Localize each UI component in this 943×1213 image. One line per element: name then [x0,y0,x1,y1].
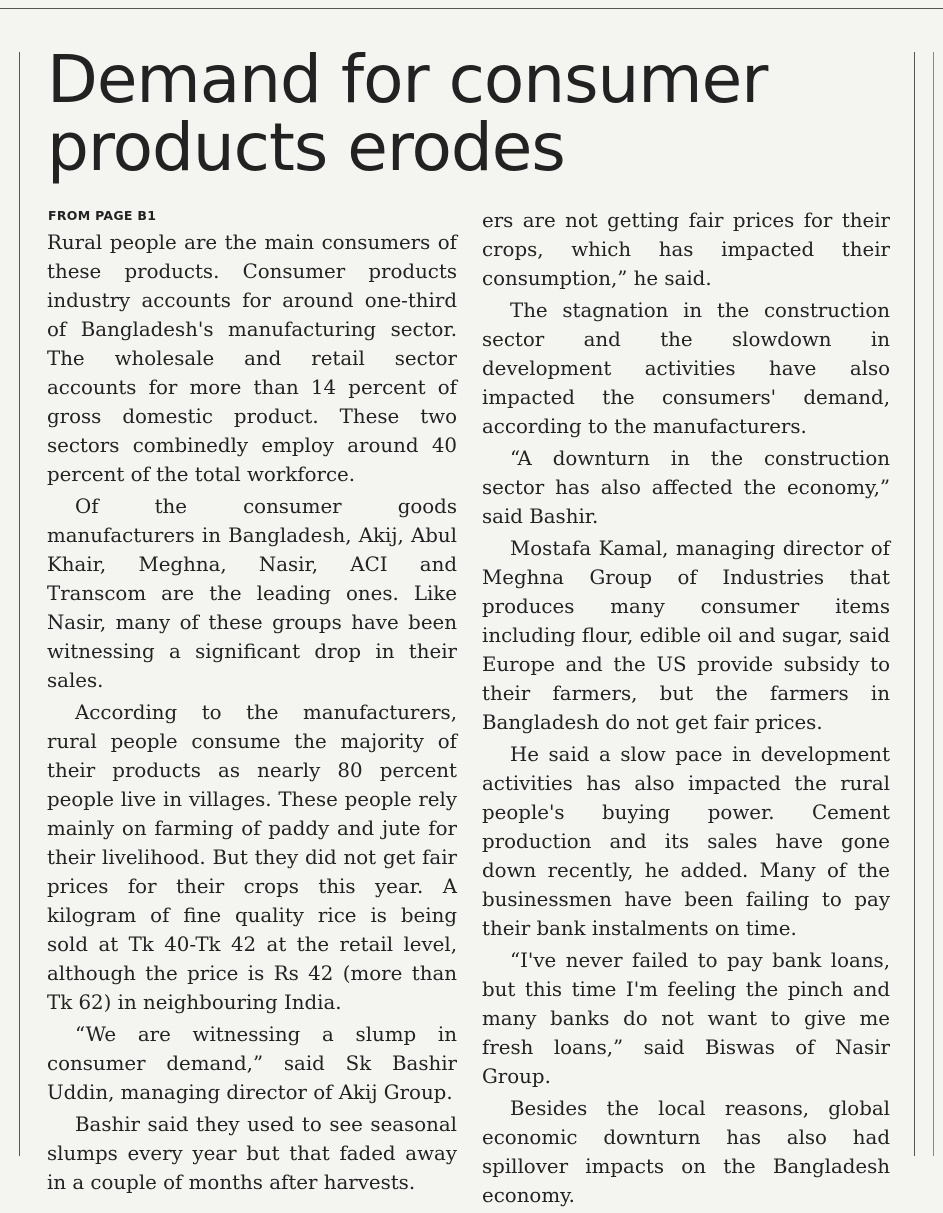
article-column-right [482,206,890,1213]
paragraph: Mostafa Kamal, managing director of Meghna Group of Industries that produces many consumer items including flour, edible oil and sugar, said Europe and the US provide subsidy to their farmers, but the farmers in Bangladesh do not get fair prices. [482,537,890,734]
paragraph: ers are not getting fair prices for their crops, which has impacted their consumption,” he said. [482,209,890,290]
adjacent-column-rule [933,52,934,1156]
continuation-label: FROM PAGE B1 [48,208,157,223]
paragraph: The stagnation in the construction sector and the slowdown in development activities have also impacted the consumers' demand, according to the manufacturers. [482,299,890,438]
left-column-rule [19,52,20,1156]
paragraph: Rural people are the main consumers of these products. Consumer products industry accounts for around one-third of Bangladesh's manufacturing sector. The wholesale and retail sector accounts for more than 14 percent of gross domestic product. These two sectors combinedly employ around 40 percent of the total workforce. [47,231,457,486]
top-rule [0,8,943,9]
article-column-left [47,228,457,1200]
paragraph: Bashir said they used to see seasonal slumps every year but that faded away in a couple of months after harvests. [47,1113,457,1194]
paragraph: “I've never failed to pay bank loans, but this time I'm feeling the pinch and many banks do not want to give me fresh loans,” said Biswas of Nasir Group. [482,949,890,1088]
right-column-rule [914,52,915,1156]
paragraph: Besides the local reasons, global economic downturn has also had spillover impacts on the Bangladesh economy. [482,1097,890,1207]
paragraph: Of the consumer goods manufacturers in Bangladesh, Akij, Abul Khair, Meghna, Nasir, ACI and Transcom are the leading ones. Like Nasir, many of these groups have been witnessing a significant drop in their sales. [47,495,457,692]
paragraph: According to the manufacturers, rural people consume the majority of their products as nearly 80 percent people live in villages. These people rely mainly on farming of paddy and jute for their livelihood. But they did not get fair prices for their crops this year. A kilogram of fine quality rice is being sold at Tk 40-Tk 42 at the retail level, although the price is Rs 42 (more than Tk 62) in neighbouring India. [47,701,457,1014]
paragraph: “A downturn in the construction sector has also affected the economy,” said Bashir. [482,447,890,528]
paragraph: He said a slow pace in development activities has also impacted the rural people's buying power. Cement production and its sales have gone down recently, he added. Many of the businessmen have been failing to pay their bank instalments on time. [482,743,890,940]
paragraph: “We are witnessing a slump in consumer demand,” said Sk Bashir Uddin, managing director of Akij Group. [47,1023,457,1104]
article-headline: Demand for consumer products erodes [47,41,768,186]
